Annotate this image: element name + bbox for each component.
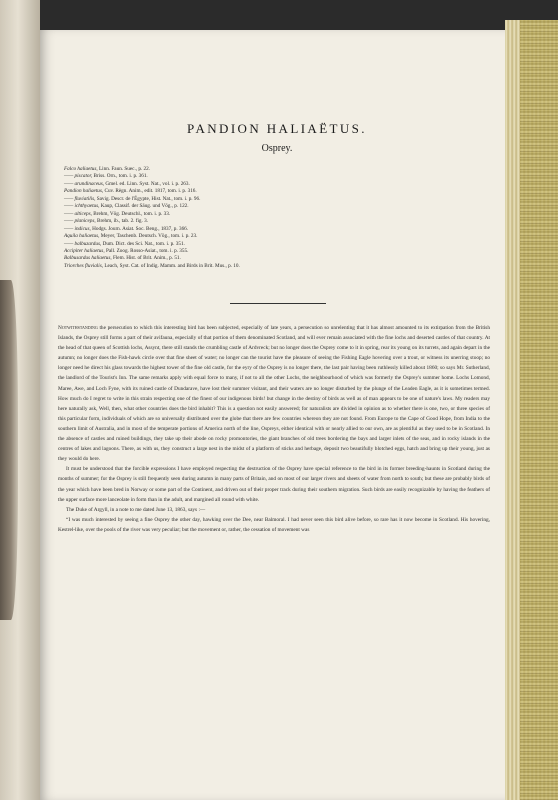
paragraph-2: It must be understood that the forcible expressions I have employed respecting the destruction of the Osprey have special reference to the bird in its former breeding-haunts in Scotland during the months of summer; for the Osprey is still frequently seen during autumn in many parts of Britain, and on most of our larger rivers and sheets of water from north to south; but these are probably birds of the year which have been bred in Norway or some part of the Continent, and driven out of their proper track during their southern migration. Such birds are easily recognizable by having the feathers of the upper surface more lanceolate in form than in the adult, and margined all round with white. [58, 466, 490, 503]
species-title: PANDION HALIAËTUS. [187, 121, 367, 136]
synonym-name: —— arundinaceus, [64, 180, 105, 187]
synonym-name: Triorches fluvialis, [64, 262, 104, 269]
synonym-name: —— ichthyaetus, [64, 203, 100, 210]
synonym-reference: Flem. Hist. of Brit. Anim., p. 51. [112, 255, 181, 262]
synonym-reference: Briss. Orn., tom. i. p. 361. [93, 173, 148, 180]
synonymy-list [64, 166, 484, 270]
facing-plate-illustration-edge [0, 280, 18, 620]
body-text [58, 323, 490, 535]
synonym-name: —— piscator, [64, 173, 93, 180]
paragraph-lead: Notwithstanding [58, 325, 98, 331]
synonym-reference: Brehm, Vög. Deutschl., tom. i. p. 33. [93, 210, 171, 217]
synonym-reference: Pall. Zoog. Rosso-Asiat., tom. i. p. 355. [105, 247, 189, 254]
synonym-reference: Linn. Faun. Suec., p. 22. [99, 166, 151, 172]
synonym-reference: Cuv. Règn. Anim., edit. 1817, tom. i. p. 316. [104, 188, 197, 195]
synonym-line [64, 233, 484, 240]
synonym-name: Aquila haliaetus, [64, 233, 100, 240]
synonym-reference: Savig. Descr. de l'Égypte, Hist. Nat., tom. i. p. 96. [96, 195, 201, 202]
synonym-name: —— planiceps, [64, 218, 96, 225]
common-name: Osprey. [261, 143, 293, 154]
synonym-reference: Meyer, Taschenb. Deutsch. Vög., tom. i. p. 23. [100, 233, 198, 240]
synonym-name: —— indicus, [64, 225, 91, 232]
paragraph-1 [58, 323, 490, 464]
synonym-line [64, 255, 484, 262]
synonym-line [64, 218, 484, 225]
synonym-reference: Kaup, Classif. der Säug. und Vög., p. 122. [100, 203, 189, 210]
synonym-line [64, 173, 484, 180]
synonym-name: Falco haliaetus, [64, 166, 98, 172]
synonym-name: Balbusardus haliaetus, [64, 255, 112, 262]
synonym-name: Accipiter haliaetus, [64, 247, 105, 254]
synonym-line [64, 188, 484, 195]
paragraph-3: The Duke of Argyll, in a note to me dated June 13, 1863, says :— [66, 506, 206, 513]
synonym-name: —— alticeps, [64, 210, 92, 217]
paragraph-4: “I was much interested by seeing a fine Osprey the other day, hawking over the Dee, near Balmoral. I had never seen this bird alive before, so rare has it now become in Scotland. His hovering, Kestrel-like, over the pools of the river was very peculiar; but the movement or, rather, the cessation of movement was [58, 516, 490, 533]
synonym-line [64, 263, 484, 270]
synonym-reference: Leach, Syst. Cat. of Indig. Mamm. and Birds in Brit. Mus., p. 10. [104, 262, 240, 269]
synonym-name: Pandion haliaetus, [64, 188, 104, 195]
section-divider [230, 303, 326, 304]
gilt-edge [520, 20, 558, 800]
synonym-line [64, 226, 484, 233]
paragraph-1-text: the persecution to which this interesting bird has been subjected, especially of late years, a persecution so unrelenting that it has almost amounted to its extirpation from the British Islands, the Osprey still forms a part of their avifauna, especially of that portion of them denominated Scotland, and will ever remain associated with the fine lochs and deserted castles of that country. At the head of that queen of Scottish lochs, Assynt, there still stands the crumbling castle of Ardvreck; but no longer does the Osprey come to it in spring, rear its young on its turrets, and again depart in the autumn; no longer does the Fish-hawk circle over that fine sheet of water; no longer can the tourist have the pleasure of seeing the Fishing Eagle hovering over a trout, or witness its unerring stoop; no longer need he direct his glass towards the highest tower of the fine old castle, for the eyry of the Osprey is no longer there, the last pair having been ruthlessly killed about 1860; so says Mr. Sutherland, the landlord of the Tourist's Inn. The same remarks apply with equal force to many, if not to all the other Lochs, the neighbourhood of which was formerly the Osprey's summer home. Lochs Lomond, Maree, Awe, and Loch Fyne, with its ruined castle of Dundarave, have lost their summer visitant, and their waters are no longer disturbed by the plunge of the Leaden Eagle, as it is sometimes termed. How much do I regret to write in this strain respecting one of the finest of our indigenous birds! but change in the destiny of birds as well as of man appears to be one of nature's laws. My readers may here naturally ask, Well, then, what other countries does the bird inhabit? This is a question not easily answered; for naturalists are divided in opinion as to whether there is one, two, or three species of this particular form, individuals of which are so universally distributed over the globe that there are few countries whereon they are not found. From Europe to the Cape of Good Hope, from India to the southern limit of Australia, and in most of the temperate portions of America north of the line, Ospreys, either identical with or nearly allied to our own, are as plentiful as they used to be in Scotland. In the absence of castles and ruined buildings, they take up their abode on rocky promontories, the giant branches of old trees bordering the bays and larger inlets of the seas, and in rocky islands in the centres of lakes and lagoons. There, as with us, they construct a large nest in the midst of a platform of sticks and herbage, deposit two beautifully blotched eggs, hatch and bring up their young, just as they would do here. [58, 325, 490, 463]
synonym-line [64, 166, 484, 173]
synonym-name: —— balbuzardus, [64, 240, 102, 247]
synonym-line [64, 181, 484, 188]
synonym-reference: Gmel. ed. Linn. Syst. Nat., vol. i. p. 263. [105, 180, 190, 187]
synonym-line [64, 203, 484, 210]
synonym-name: —— fluviatilis, [64, 195, 96, 202]
synonym-reference: Brehm, ib., tab. 2. fig. 3. [97, 218, 149, 225]
synonym-reference: Dum. Dict. des Sci. Nat., tom. i. p. 351. [102, 240, 185, 247]
synonym-reference: Hodgs. Journ. Asiat. Soc. Beng., 1837, p. 366. [92, 225, 189, 232]
synonym-line [64, 241, 484, 248]
